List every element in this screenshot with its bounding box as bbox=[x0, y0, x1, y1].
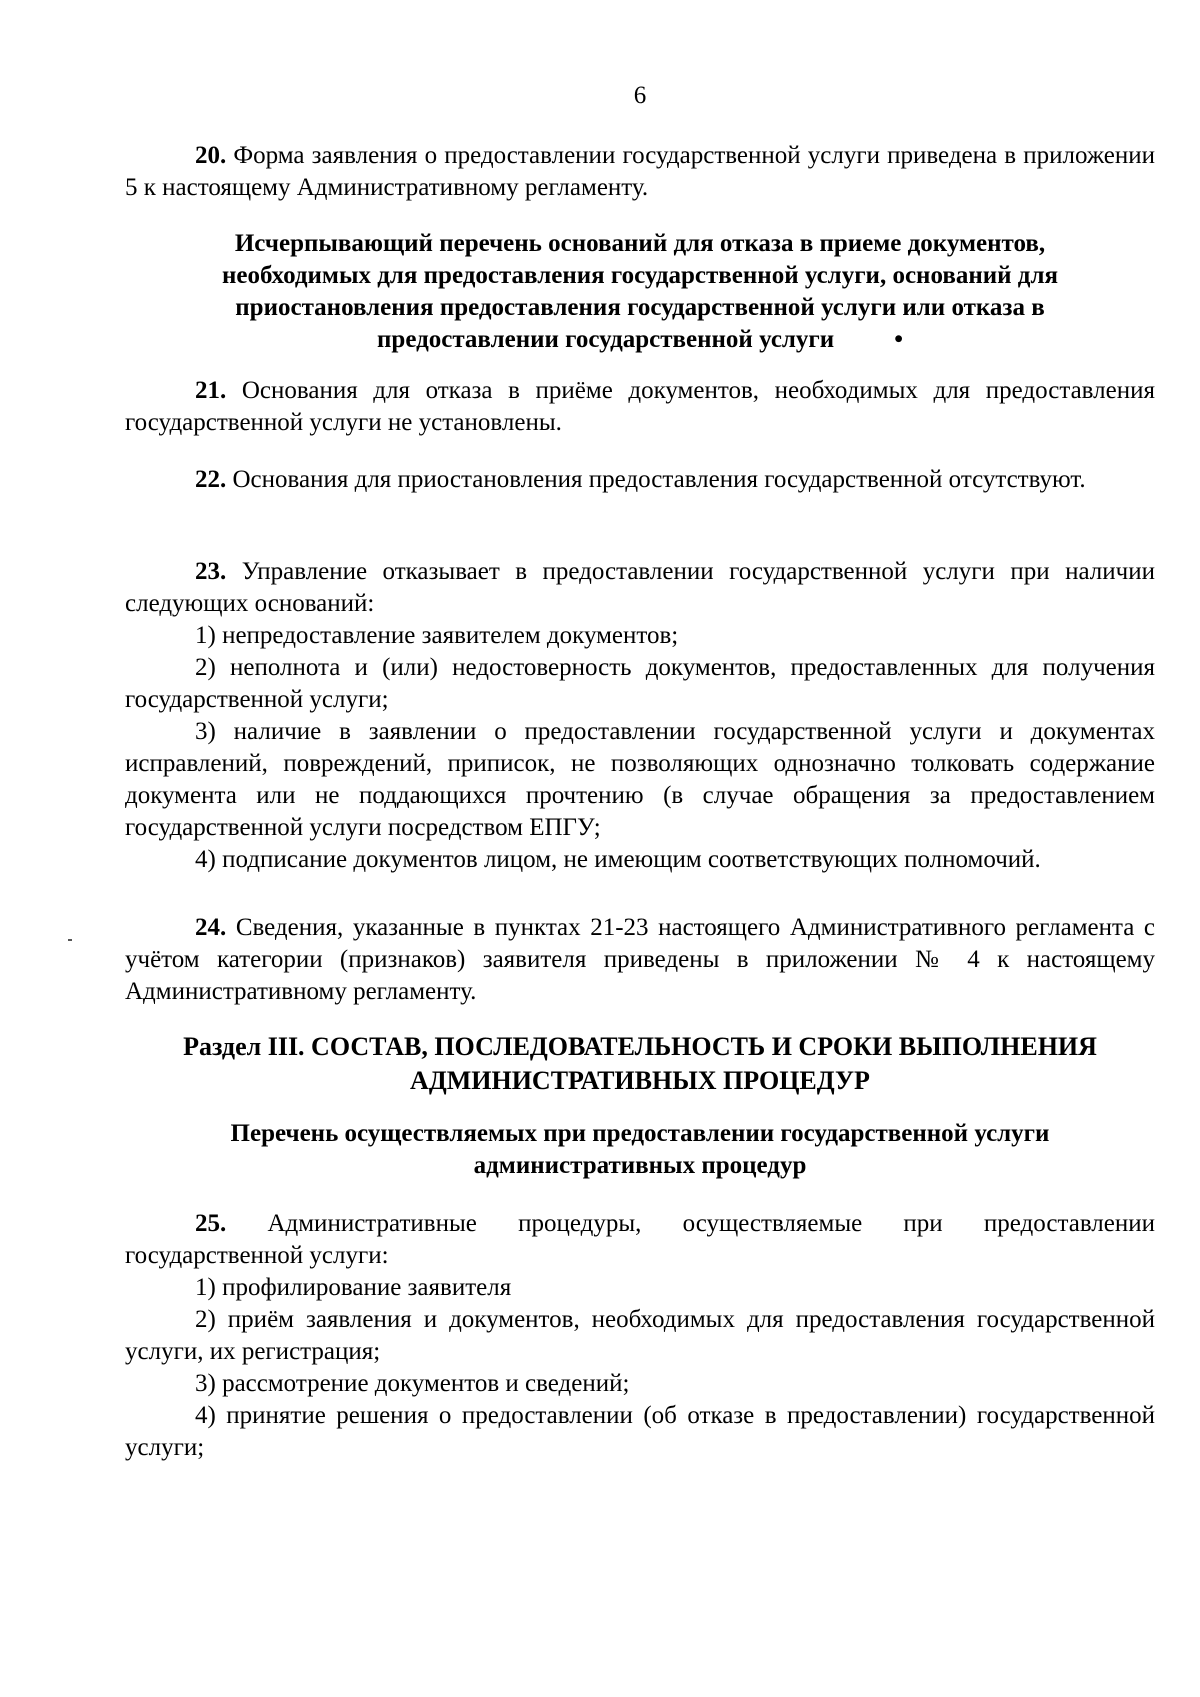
section-title-line: Раздел III. СОСТАВ, ПОСЛЕДОВАТЕЛЬНОСТЬ И СРОКИ ВЫПОЛНЕНИЯ bbox=[183, 1032, 1097, 1061]
paragraph-20 bbox=[125, 140, 1155, 204]
paragraph-number: 21. bbox=[195, 377, 227, 404]
paragraph-24 bbox=[125, 912, 1155, 1008]
paragraph-text: Управление отказывает в предоставлении государственной услуги при наличии следующих оснований: bbox=[125, 558, 1155, 617]
section-3-title bbox=[125, 1030, 1155, 1098]
paragraph-number: 20. bbox=[195, 142, 227, 169]
heading-text: Исчерпывающий перечень оснований для отказа в приеме документов, необходимых для предоставления государственной услуги, оснований для приостановления предоставления государственной услуги или отказа в предоставлении государственной услуги bbox=[221, 230, 1058, 353]
scan-speck bbox=[68, 939, 72, 941]
paragraph-text: Основания для приостановления предоставления государственной отсутствуют. bbox=[226, 466, 1086, 493]
list-item: 4) принятие решения о предоставлении (об отказе в предоставлении) государственной услуги; bbox=[125, 1402, 1155, 1461]
paragraph-text: Основания для отказа в приёме документов, необходимых для предоставления государственной услуги не установлены. bbox=[125, 377, 1155, 436]
stray-dot: • bbox=[894, 326, 903, 353]
list-item: 3) наличие в заявлении о предоставлении государственной услуги и документах исправлений, повреждений, приписок, не позволяющих однозначно толковать содержание документа или не поддающихся прочтению (в случае обращения за предоставлением государственной услуги посредством ЕПГУ; bbox=[125, 718, 1155, 841]
heading-line: административных процедур bbox=[473, 1152, 807, 1179]
paragraph-text: Сведения, указанные в пунктах 21-23 настоящего Административного регламента с учётом категории (признаков) заявителя приведены в приложении № 4 к настоящему Административному регламенту. bbox=[125, 914, 1155, 1005]
list-item: 3) рассмотрение документов и сведений; bbox=[195, 1370, 630, 1397]
paragraph-text: Административные процедуры, осуществляемые при предоставлении государственной услуги: bbox=[125, 1210, 1155, 1269]
section-title-line: АДМИНИСТРАТИВНЫХ ПРОЦЕДУР bbox=[410, 1066, 870, 1095]
paragraph-22 bbox=[125, 464, 1155, 496]
list-item: 1) профилирование заявителя bbox=[195, 1274, 512, 1301]
heading-line: Перечень осуществляемых при предоставлении государственной услуги bbox=[230, 1120, 1050, 1147]
list-item: 2) приём заявления и документов, необходимых для предоставления государственной услуги, их регистрация; bbox=[125, 1306, 1155, 1365]
paragraph-25 bbox=[125, 1208, 1155, 1464]
paragraph-21 bbox=[125, 375, 1155, 439]
paragraph-number: 22. bbox=[195, 466, 227, 493]
page-number: 6 bbox=[633, 82, 647, 109]
paragraph-text: Форма заявления о предоставлении государственной услуги приведена в приложении 5 к настоящему Административному регламенту. bbox=[125, 142, 1155, 201]
paragraph-number: 25. bbox=[195, 1210, 227, 1237]
list-item: 4) подписание документов лицом, не имеющим соответствующих полномочий. bbox=[195, 846, 1041, 873]
refusal-grounds-heading bbox=[125, 228, 1155, 356]
list-item: 2) неполнота и (или) недостоверность документов, предоставленных для получения государственной услуги; bbox=[125, 654, 1155, 713]
list-item: 1) непредоставление заявителем документов; bbox=[195, 622, 679, 649]
procedures-list-heading bbox=[125, 1118, 1155, 1182]
paragraph-number: 24. bbox=[195, 914, 227, 941]
paragraph-number: 23. bbox=[195, 558, 227, 585]
paragraph-23 bbox=[125, 556, 1155, 876]
